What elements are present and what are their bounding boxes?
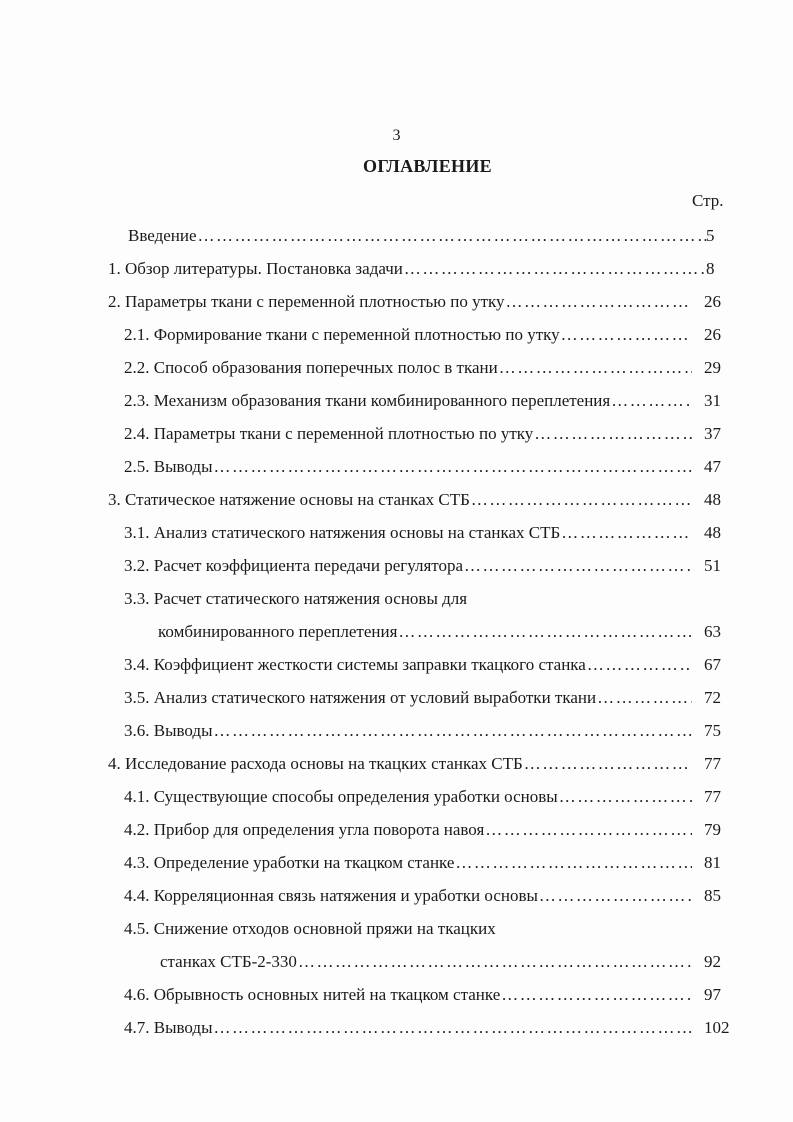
toc-entry-page: 47: [704, 457, 721, 476]
dot-leader: [214, 455, 692, 479]
toc-entry: [124, 455, 721, 479]
dot-leader: [561, 323, 692, 347]
toc-entry-page: 81: [704, 853, 721, 872]
toc-entry-page: 48: [704, 523, 721, 542]
toc-entry: [124, 851, 721, 875]
toc-entry: [124, 884, 721, 908]
dot-leader: [587, 653, 692, 677]
dot-leader: [455, 851, 692, 875]
toc-entry-page: 29: [704, 358, 721, 377]
toc-entry: [124, 422, 721, 446]
dot-leader: [559, 785, 692, 809]
toc-entry-page: 85: [704, 886, 721, 905]
toc-entry-label: 3.4. Коэффициент жесткости системы заправки ткацкого станка: [124, 655, 586, 674]
toc-entry: [124, 389, 721, 413]
toc-entry: [124, 785, 721, 809]
toc-entry-page: 72: [704, 688, 721, 707]
toc-entry: [124, 1016, 730, 1040]
toc-entry: [124, 653, 721, 677]
dot-leader: [198, 224, 708, 248]
toc-entry-page: 63: [704, 622, 721, 641]
page-number: 3: [392, 127, 401, 144]
toc-entry-label: 2.3. Механизм образования ткани комбинированного переплетения: [124, 391, 611, 410]
toc-entry: [124, 521, 721, 545]
toc-entry-page: 31: [704, 391, 721, 410]
dot-leader: [524, 752, 692, 776]
toc-entry: [108, 488, 721, 512]
toc-entry-label: 4.5. Снижение отходов основной пряжи на ткацких: [124, 919, 496, 938]
toc-entry: [128, 224, 714, 248]
toc-entry: [108, 290, 721, 314]
toc-entry-label: 2.5. Выводы: [124, 457, 213, 476]
dot-leader: [501, 983, 692, 1007]
toc-entry: [108, 752, 721, 776]
toc-entry-page: 75: [704, 721, 721, 740]
toc-entry-label: Введение: [128, 226, 197, 245]
toc-entry-page: 26: [704, 292, 721, 311]
toc-entry-label: 4.2. Прибор для определения угла поворота навоя: [124, 820, 485, 839]
toc-entry-label: 4.6. Обрывность основных нитей на ткацком станке: [124, 985, 501, 1004]
toc-entry-label: 3. Статическое натяжение основы на станках СТБ: [108, 490, 470, 509]
dot-leader: [597, 686, 692, 710]
toc-entry-page: 97: [704, 985, 721, 1004]
toc-entry-label: 2.4. Параметры ткани с переменной плотностью по утку: [124, 424, 534, 443]
toc-entry-label: 3.1. Анализ статического натяжения основы на станках СТБ: [124, 523, 561, 542]
dot-leader: [499, 356, 692, 380]
dot-leader: [611, 389, 692, 413]
toc-entry-label: 1. Обзор литературы. Постановка задачи: [108, 259, 403, 278]
toc-entry-label: 2. Параметры ткани с переменной плотностью по утку: [108, 292, 505, 311]
toc-entry-label: 2.2. Способ образования поперечных полос в ткани: [124, 358, 498, 377]
dot-leader: [485, 818, 692, 842]
toc-entry: [124, 983, 721, 1007]
toc-entry: [160, 950, 721, 974]
dot-leader: [471, 488, 692, 512]
toc-entry-page: 5: [706, 226, 715, 245]
toc-entry-label: 4.4. Корреляционная связь натяжения и уработки основы: [124, 886, 538, 905]
toc-entry-page: 67: [704, 655, 721, 674]
toc-title: ОГЛАВЛЕНИЕ: [363, 156, 492, 176]
toc-entry: [124, 719, 721, 743]
toc-entry-page: 51: [704, 556, 721, 575]
toc-entry-label: комбинированного переплетения: [158, 622, 398, 641]
toc-entry-page: 48: [704, 490, 721, 509]
toc-entry-page: 8: [706, 259, 715, 278]
toc-entry-page: 79: [704, 820, 721, 839]
toc-entry-label: 4.7. Выводы: [124, 1018, 213, 1037]
toc-entry-label: 4.3. Определение уработки на ткацком станке: [124, 853, 455, 872]
toc-entry-label: 3.2. Расчет коэффициента передачи регулятора: [124, 556, 464, 575]
toc-entry-label: 3.5. Анализ статического натяжения от условий выработки ткани: [124, 688, 597, 707]
toc-entry: [108, 257, 714, 281]
toc-entry-page: 77: [704, 754, 721, 773]
dot-leader: [506, 290, 692, 314]
toc-entry-label: 4.1. Существующие способы определения уработки основы: [124, 787, 558, 806]
toc-entry: [124, 587, 698, 611]
dot-leader: [539, 884, 692, 908]
dot-leader: [214, 1016, 692, 1040]
toc-entry: [124, 554, 721, 578]
toc-entry-label: 2.1. Формирование ткани с переменной плотностью по утку: [124, 325, 560, 344]
dot-leader: [398, 620, 692, 644]
toc-entry: [124, 686, 721, 710]
toc-entry-page: 26: [704, 325, 721, 344]
toc-entry: [158, 620, 721, 644]
toc-entry: [124, 917, 698, 941]
toc-entry-page: 77: [704, 787, 721, 806]
dot-leader: [214, 719, 692, 743]
toc-entry-label: станках СТБ-2-330: [160, 952, 297, 971]
toc-entry-label: 3.3. Расчет статического натяжения основы для: [124, 589, 468, 608]
toc-entry-page: 102: [704, 1018, 730, 1037]
toc-entry-page: 92: [704, 952, 721, 971]
dot-leader: [298, 950, 692, 974]
page-column-header: Стр.: [692, 191, 724, 210]
toc-entry-label: 3.6. Выводы: [124, 721, 213, 740]
toc-entry: [124, 323, 721, 347]
dot-leader: [404, 257, 708, 281]
toc-entry-label: 4. Исследование расхода основы на ткацких станках СТБ: [108, 754, 523, 773]
dot-leader: [464, 554, 692, 578]
toc-entry: [124, 356, 721, 380]
dot-leader: [534, 422, 692, 446]
dot-leader: [561, 521, 692, 545]
toc-entry: [124, 818, 721, 842]
toc-entry-page: 37: [704, 424, 721, 443]
